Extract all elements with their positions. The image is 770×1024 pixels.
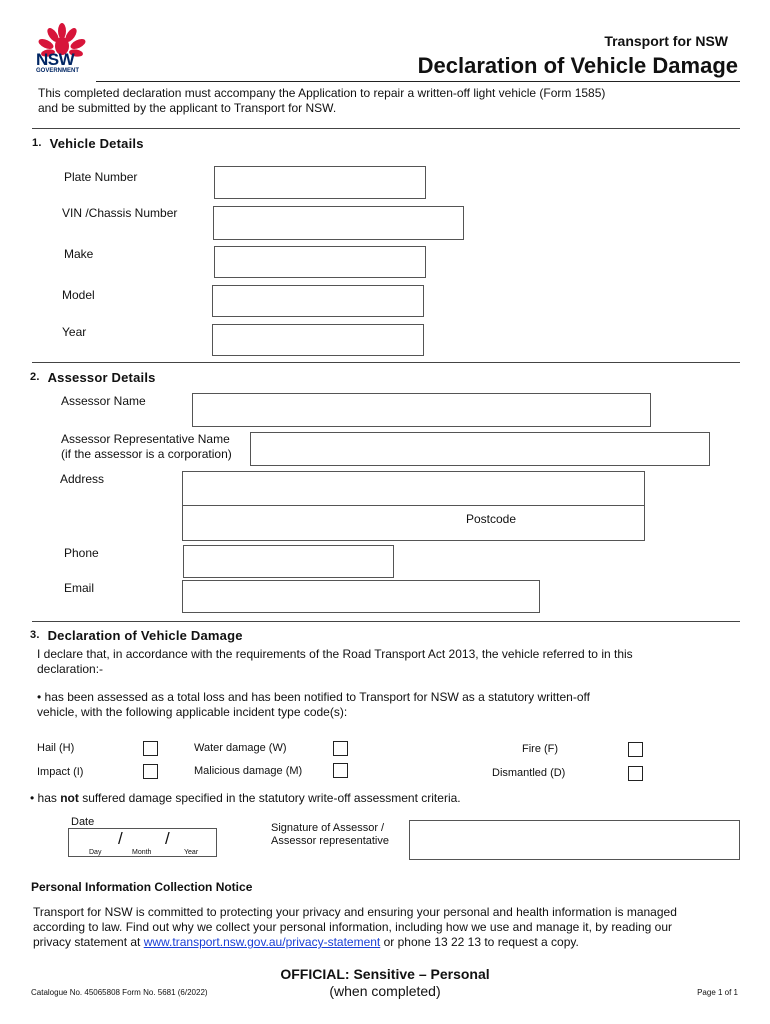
section2-rule	[32, 362, 740, 363]
assessor-name-input[interactable]	[192, 393, 651, 427]
not-suffered-bullet: • has not suffered damage specified in the statutory write-off assessment criteria.	[30, 791, 461, 805]
date-label: Date	[71, 816, 95, 828]
declaration-text: I declare that, in accordance with the requirements of the Road Transport Act 2013, the vehicle referred to in this declaration:-	[37, 647, 633, 676]
dismantled-label: Dismantled (D)	[492, 767, 566, 779]
signature-label: Signature of Assessor / Assessor representative	[271, 822, 389, 847]
address-input[interactable]	[182, 471, 645, 541]
phone-label: Phone	[64, 546, 99, 560]
page-number: Page 1 of 1	[697, 988, 738, 997]
agency-name: Transport for NSW	[604, 33, 728, 49]
water-damage-checkbox[interactable]	[333, 741, 348, 756]
total-loss-bullet: • has been assessed as a total loss and has been notified to Transport for NSW as a statutory written-off vehicle, with the following applicable incident type code(s):	[37, 690, 590, 719]
section3-heading: 3. Declaration of Vehicle Damage	[30, 628, 243, 643]
water-damage-label: Water damage (W)	[194, 742, 287, 754]
dismantled-checkbox[interactable]	[628, 766, 643, 781]
malicious-damage-checkbox[interactable]	[333, 763, 348, 778]
intro-text: This completed declaration must accompany the Application to repair a written-off light vehicle (Form 1585) and be submitted by the applicant to Transport for NSW.	[38, 86, 606, 115]
address-divider	[183, 505, 644, 506]
plate-number-label: Plate Number	[64, 170, 138, 184]
year-input[interactable]	[212, 324, 424, 356]
page-title: Declaration of Vehicle Damage	[417, 53, 738, 78]
date-separator: /	[118, 829, 123, 848]
email-label: Email	[64, 581, 95, 595]
assessor-rep-input[interactable]	[250, 432, 710, 466]
make-input[interactable]	[214, 246, 426, 278]
email-input[interactable]	[182, 580, 540, 613]
impact-checkbox[interactable]	[143, 764, 158, 779]
nsw-government-logo	[34, 22, 90, 78]
signature-input[interactable]	[409, 820, 740, 860]
postcode-label[interactable]: Postcode	[466, 512, 517, 526]
year-label: Year	[62, 325, 87, 339]
logo-wordmark: NSW	[36, 50, 75, 69]
date-separator: /	[165, 829, 170, 848]
assessor-rep-label: Assessor Representative Name (if the assessor is a corporation)	[61, 432, 232, 461]
vin-chassis-label: VIN /Chassis Number	[62, 206, 178, 220]
impact-label: Impact (I)	[37, 766, 84, 778]
privacy-heading: Personal Information Collection Notice	[31, 880, 253, 894]
section2-heading: 2. Assessor Details	[30, 370, 156, 385]
hail-label: Hail (H)	[37, 742, 75, 754]
model-label: Model	[62, 288, 95, 302]
malicious-damage-label: Malicious damage (M)	[194, 765, 303, 777]
make-label: Make	[64, 247, 94, 261]
year-caption: Year	[184, 849, 199, 856]
assessor-name-label: Assessor Name	[61, 394, 146, 408]
section1-heading: 1. Vehicle Details	[32, 136, 144, 151]
fire-checkbox[interactable]	[628, 742, 643, 757]
plate-number-input[interactable]	[214, 166, 426, 199]
header-rule	[96, 81, 740, 82]
model-input[interactable]	[212, 285, 424, 317]
vin-chassis-input[interactable]	[213, 206, 464, 240]
fire-label: Fire (F)	[522, 743, 559, 755]
privacy-statement-link[interactable]: www.transport.nsw.gov.au/privacy-statement	[143, 935, 381, 949]
classification-label: OFFICIAL: Sensitive – Personal (when completed)	[280, 966, 490, 999]
month-caption: Month	[132, 849, 152, 856]
phone-input[interactable]	[183, 545, 394, 578]
address-label: Address	[60, 472, 105, 486]
section1-rule	[32, 128, 740, 129]
catalogue-number: Catalogue No. 45065808 Form No. 5681 (6/2022)	[31, 988, 208, 997]
hail-checkbox[interactable]	[143, 741, 158, 756]
section3-rule	[32, 621, 740, 622]
day-caption: Day	[89, 849, 102, 856]
logo-subtext: GOVERNMENT	[36, 68, 80, 74]
privacy-text: Transport for NSW is committed to protecting your privacy and ensuring your personal and health information is managed according to law. Find out why we collect your personal information, including how we use and manage it, by reading our privacy statement at www.transport.nsw.gov.au/privacy-statement or phone 13 22 13 to request a copy.	[33, 905, 677, 949]
